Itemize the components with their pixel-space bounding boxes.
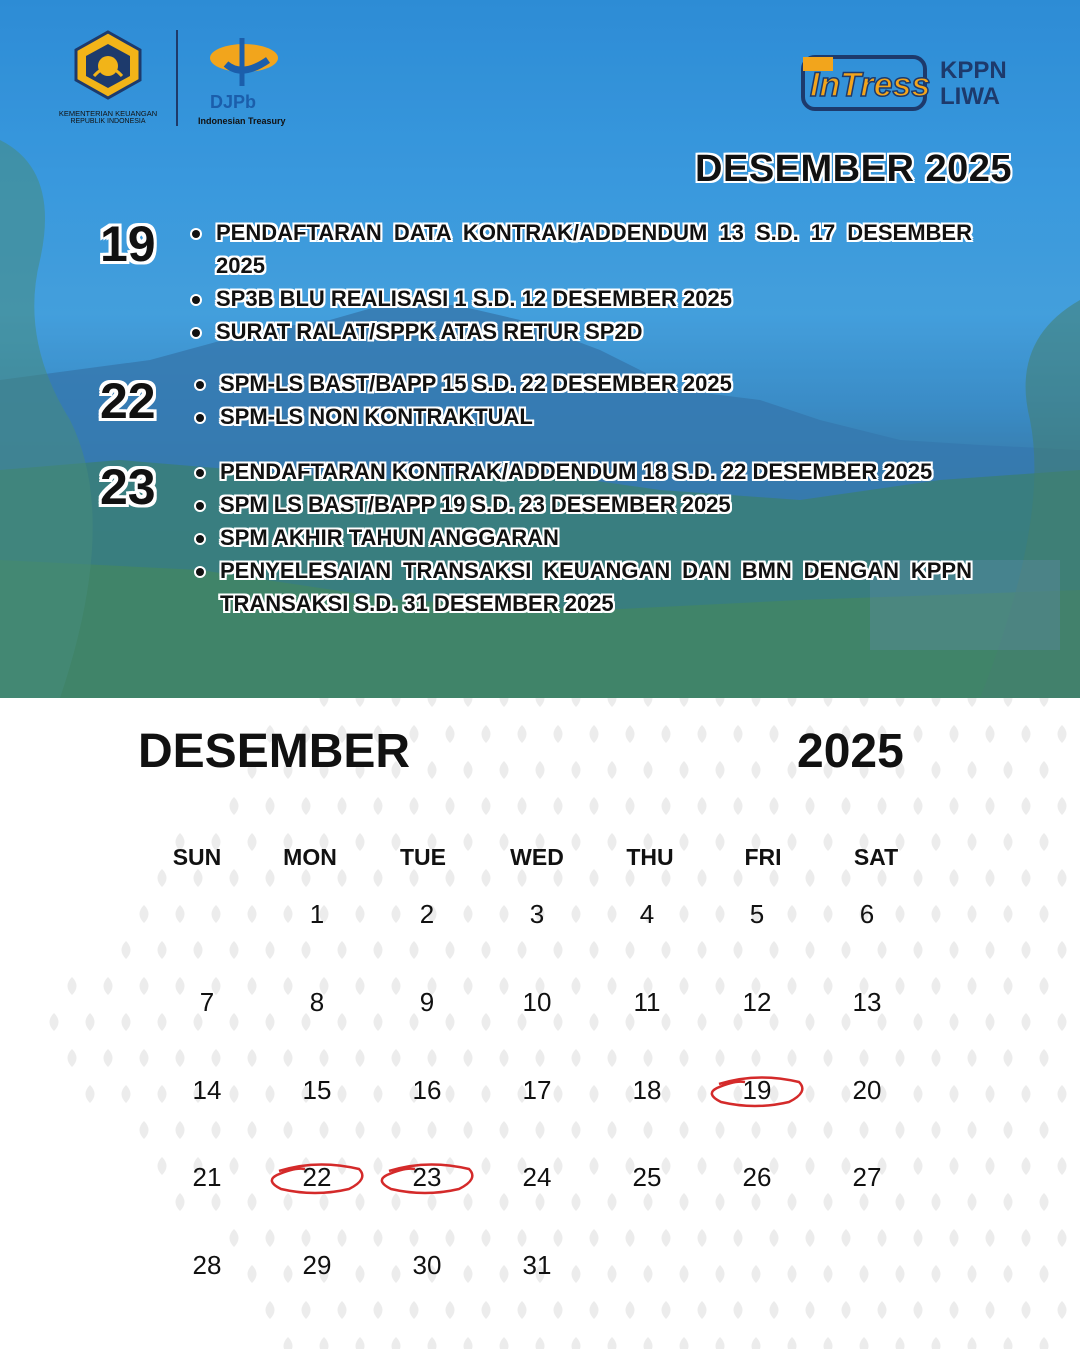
calendar-day-14[interactable]: 14 bbox=[192, 1075, 222, 1105]
schedule-list-23 bbox=[194, 455, 972, 620]
calendar-day-30[interactable]: 30 bbox=[412, 1250, 442, 1280]
calendar-day-15[interactable]: 15 bbox=[302, 1075, 332, 1105]
weekday-fri: FRI bbox=[744, 844, 782, 870]
list-item: PENDAFTARAN DATA KONTRAK/ADDENDUM 13 S.D. 17 DESEMBER 2025 bbox=[190, 216, 972, 282]
logo-divider bbox=[176, 30, 178, 126]
kppn-line1: KPPN bbox=[940, 57, 1007, 84]
calendar-day-5[interactable]: 5 bbox=[749, 899, 765, 929]
kemenkeu-text-line1: KEMENTERIAN KEUANGAN bbox=[58, 109, 158, 118]
list-item: SP3B BLU REALISASI 1 S.D. 12 DESEMBER 2025 bbox=[190, 282, 972, 315]
calendar-day-19[interactable]: 19 bbox=[742, 1075, 772, 1105]
calendar-day-22[interactable]: 22 bbox=[302, 1162, 332, 1192]
calendar-month: DESEMBER bbox=[138, 725, 411, 778]
calendar-day-31[interactable]: 31 bbox=[522, 1250, 552, 1280]
schedule-day-19: 19 bbox=[100, 216, 156, 272]
weekday-mon: MON bbox=[283, 844, 337, 870]
calendar-day-11[interactable]: 11 bbox=[633, 987, 661, 1017]
schedule-list-22 bbox=[194, 367, 972, 433]
calendar-day-9[interactable]: 9 bbox=[419, 987, 435, 1017]
calendar-day-4[interactable]: 4 bbox=[639, 899, 655, 929]
schedule-list-19 bbox=[190, 216, 972, 348]
djpb-name: DJPb bbox=[210, 92, 257, 112]
weekday-wed: WED bbox=[510, 844, 564, 870]
intress-logo-text: InTress bbox=[810, 66, 930, 104]
calendar-day-12[interactable]: 12 bbox=[742, 987, 772, 1017]
kemenkeu-text-line2: REPUBLIK INDONESIA bbox=[70, 118, 146, 125]
kemenkeu-emblem-icon bbox=[68, 30, 148, 100]
weekday-sat: SAT bbox=[853, 844, 899, 870]
kemenkeu-logo bbox=[58, 30, 158, 125]
list-item: SPM AKHIR TAHUN ANGGARAN bbox=[194, 521, 972, 554]
calendar-day-26[interactable]: 26 bbox=[742, 1162, 772, 1192]
schedule-heading: DESEMBER 2025 bbox=[695, 148, 1012, 190]
schedule-day-23: 23 bbox=[100, 459, 156, 515]
kppn-line2: LIWA bbox=[940, 83, 1000, 110]
calendar-day-3[interactable]: 3 bbox=[529, 899, 545, 929]
calendar-day-29[interactable]: 29 bbox=[302, 1250, 332, 1280]
djpb-logo bbox=[196, 34, 296, 126]
schedule-day-22: 22 bbox=[100, 373, 156, 429]
weekday-thu: THU bbox=[626, 844, 674, 870]
calendar-day-28[interactable]: 28 bbox=[192, 1250, 222, 1280]
list-item: SPM-LS BAST/BAPP 15 S.D. 22 DESEMBER 2025 bbox=[194, 367, 972, 400]
list-item: PENDAFTARAN KONTRAK/ADDENDUM 18 S.D. 22 DESEMBER 2025 bbox=[194, 455, 972, 488]
weekday-tue: TUE bbox=[400, 844, 446, 870]
calendar-day-6[interactable]: 6 bbox=[859, 899, 875, 929]
djpb-emblem-icon bbox=[196, 34, 286, 94]
calendar-day-1[interactable]: 1 bbox=[309, 899, 325, 929]
calendar-day-13[interactable]: 13 bbox=[852, 987, 882, 1017]
calendar-day-27[interactable]: 27 bbox=[852, 1162, 882, 1192]
calendar-day-10[interactable]: 10 bbox=[522, 987, 552, 1017]
calendar-day-21[interactable]: 21 bbox=[192, 1162, 222, 1192]
intress-logo bbox=[800, 54, 930, 117]
calendar-day-16[interactable]: 16 bbox=[412, 1075, 442, 1105]
calendar-day-24[interactable]: 24 bbox=[522, 1162, 552, 1192]
calendar bbox=[0, 698, 1080, 1349]
djpb-subtitle: Indonesian Treasury bbox=[198, 116, 286, 126]
calendar-day-20[interactable]: 20 bbox=[852, 1075, 882, 1105]
calendar-year: 2025 bbox=[797, 725, 904, 778]
calendar-day-23[interactable]: 23 bbox=[412, 1162, 442, 1192]
calendar-day-17[interactable]: 17 bbox=[522, 1075, 552, 1105]
list-item: PENYELESAIAN TRANSAKSI KEUANGAN DAN BMN DENGAN KPPN TRANSAKSI S.D. 31 DESEMBER 2025 bbox=[194, 554, 972, 620]
calendar-day-2[interactable]: 2 bbox=[419, 899, 435, 929]
calendar-day-7[interactable]: 7 bbox=[199, 987, 215, 1017]
list-item: SPM LS BAST/BAPP 19 S.D. 23 DESEMBER 2025 bbox=[194, 488, 972, 521]
calendar-day-18[interactable]: 18 bbox=[632, 1075, 662, 1105]
kppn-liwa-label bbox=[940, 58, 1007, 110]
weekday-sun: SUN bbox=[172, 844, 222, 870]
calendar-day-8[interactable]: 8 bbox=[309, 987, 325, 1017]
calendar-day-25[interactable]: 25 bbox=[632, 1162, 662, 1192]
list-item: SPM-LS NON KONTRAKTUAL bbox=[194, 400, 972, 433]
list-item: SURAT RALAT/SPPK ATAS RETUR SP2D bbox=[190, 315, 972, 348]
